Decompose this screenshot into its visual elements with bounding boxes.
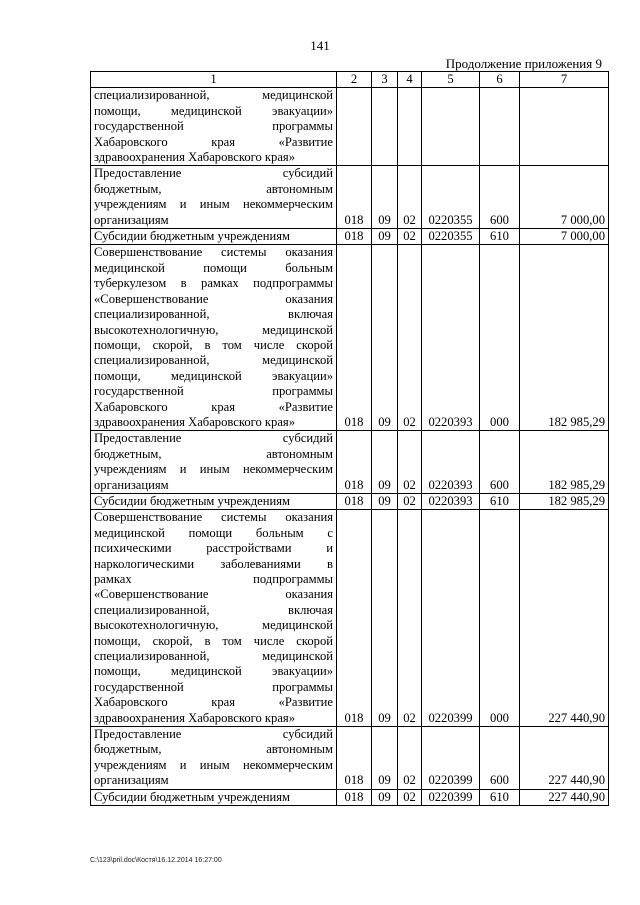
description-line: помощи, медицинской эвакуации» (94, 664, 333, 679)
page-number: 141 (310, 38, 330, 53)
row-amount: 182 985,29 (520, 493, 609, 509)
table-header-row (91, 72, 609, 88)
description-line: Совершенствование системы оказания (94, 245, 333, 260)
row-description (91, 510, 337, 727)
row-subsection-code: 02 (398, 727, 422, 790)
description-line: организациям (94, 477, 169, 492)
description-line: помощи, скорой, в том числе скорой (94, 337, 333, 352)
description-line: наркологическими заболеваниями в (94, 556, 333, 571)
row-amount (520, 88, 609, 166)
row-amount: 227 440,90 (520, 789, 609, 805)
row-expense-type: 600 (480, 431, 520, 494)
description-line: бюджетным, автономным (94, 181, 333, 196)
description-line: психическими расстройствами и (94, 541, 333, 556)
row-target-article: 0220393 (422, 493, 480, 509)
row-description (91, 727, 337, 790)
column-header-2: 2 (337, 72, 372, 88)
description-line: Субсидии бюджетным учреждениям (94, 789, 290, 804)
row-ministry-code (337, 88, 372, 166)
row-amount: 182 985,29 (520, 245, 609, 431)
description-line: учреждениям и иным некоммерческим (94, 197, 333, 212)
row-ministry-code: 018 (337, 510, 372, 727)
description-line: «Совершенствование оказания (94, 291, 333, 306)
column-header-3: 3 (372, 72, 398, 88)
row-target-article: 0220399 (422, 510, 480, 727)
row-target-article: 0220399 (422, 727, 480, 790)
table-row (91, 229, 609, 245)
description-line: Субсидии бюджетным учреждениям (94, 229, 290, 244)
description-line: медицинской помощи больным с (94, 525, 333, 540)
description-line: специализированной, включая (94, 307, 333, 322)
table-row (91, 493, 609, 509)
row-expense-type: 600 (480, 166, 520, 229)
description-line: Предоставление субсидий (94, 431, 333, 446)
description-line: помощи, скорой, в том числе скорой (94, 633, 333, 648)
description-line: Хабаровского края «Развитие (94, 695, 333, 710)
table-row (91, 727, 609, 790)
row-section-code: 09 (372, 789, 398, 805)
row-amount: 7 000,00 (520, 229, 609, 245)
row-subsection-code: 02 (398, 789, 422, 805)
description-line: бюджетным, автономным (94, 742, 333, 757)
row-section-code: 09 (372, 510, 398, 727)
row-target-article: 0220355 (422, 229, 480, 245)
budget-table (90, 71, 609, 806)
description-line: Хабаровского края «Развитие (94, 134, 333, 149)
row-ministry-code: 018 (337, 166, 372, 229)
column-header-1: 1 (91, 72, 337, 88)
description-line: специализированной, медицинской (94, 353, 333, 368)
row-ministry-code: 018 (337, 727, 372, 790)
column-header-4: 4 (398, 72, 422, 88)
row-ministry-code: 018 (337, 789, 372, 805)
row-description (91, 229, 337, 245)
description-line: специализированной, медицинской (94, 88, 333, 103)
description-line: медицинской помощи больным (94, 260, 333, 275)
description-line: помощи, медицинской эвакуации» (94, 368, 333, 383)
row-subsection-code: 02 (398, 493, 422, 509)
table-row (91, 431, 609, 494)
row-section-code: 09 (372, 431, 398, 494)
table-row (91, 166, 609, 229)
row-amount: 182 985,29 (520, 431, 609, 494)
row-ministry-code: 018 (337, 493, 372, 509)
row-target-article: 0220393 (422, 245, 480, 431)
description-line: организациям (94, 773, 169, 788)
row-expense-type: 610 (480, 789, 520, 805)
column-header-5: 5 (422, 72, 480, 88)
table-row (91, 789, 609, 805)
description-line: организациям (94, 212, 169, 227)
description-line: Предоставление субсидий (94, 166, 333, 181)
footer-file-path: C:\123\pril.doc\Костя\16.12.2014 16:27:00 (90, 857, 222, 864)
row-description (91, 789, 337, 805)
row-target-article: 0220399 (422, 789, 480, 805)
row-amount: 227 440,90 (520, 510, 609, 727)
table-body (91, 88, 609, 806)
description-line: Хабаровского края «Развитие (94, 399, 333, 414)
row-description (91, 88, 337, 166)
row-expense-type: 600 (480, 727, 520, 790)
row-section-code: 09 (372, 493, 398, 509)
description-line: здравоохранения Хабаровского края» (94, 414, 296, 429)
row-description (91, 493, 337, 509)
row-section-code: 09 (372, 245, 398, 431)
description-line: рамках подпрограммы (94, 572, 333, 586)
row-subsection-code (398, 88, 422, 166)
row-expense-type: 610 (480, 493, 520, 509)
description-line: «Совершенствование оказания (94, 587, 333, 602)
description-line: государственной программы (94, 119, 333, 134)
row-subsection-code: 02 (398, 510, 422, 727)
row-ministry-code: 018 (337, 229, 372, 245)
column-header-6: 6 (480, 72, 520, 88)
row-section-code (372, 88, 398, 166)
row-section-code: 09 (372, 166, 398, 229)
description-line: специализированной, медицинской (94, 649, 333, 664)
description-line: здравоохранения Хабаровского края» (94, 710, 296, 725)
row-expense-type (480, 88, 520, 166)
description-line: Субсидии бюджетным учреждениям (94, 493, 290, 508)
row-description (91, 166, 337, 229)
continuation-label: Продолжение приложения 9 (445, 56, 602, 71)
row-expense-type: 000 (480, 245, 520, 431)
row-description (91, 245, 337, 431)
description-line: специализированной, включая (94, 602, 333, 617)
table-row (91, 245, 609, 431)
row-target-article (422, 88, 480, 166)
description-line: высокотехнологичную, медицинской (94, 618, 333, 633)
description-line: туберкулезом в рамках подпрограммы (94, 276, 333, 291)
column-header-7: 7 (520, 72, 609, 88)
description-line: бюджетным, автономным (94, 446, 333, 461)
description-line: Совершенствование системы оказания (94, 510, 333, 525)
table-row (91, 510, 609, 727)
row-ministry-code: 018 (337, 431, 372, 494)
row-ministry-code: 018 (337, 245, 372, 431)
description-line: здравоохранения Хабаровского края» (94, 150, 296, 165)
row-subsection-code: 02 (398, 229, 422, 245)
row-subsection-code: 02 (398, 166, 422, 229)
row-subsection-code: 02 (398, 245, 422, 431)
description-line: помощи, медицинской эвакуации» (94, 103, 333, 118)
description-line: учреждениям и иным некоммерческим (94, 757, 333, 772)
table-row (91, 88, 609, 166)
row-subsection-code: 02 (398, 431, 422, 494)
row-description (91, 431, 337, 494)
row-expense-type: 610 (480, 229, 520, 245)
row-section-code: 09 (372, 229, 398, 245)
description-line: государственной программы (94, 679, 333, 694)
row-target-article: 0220393 (422, 431, 480, 494)
row-amount: 7 000,00 (520, 166, 609, 229)
row-section-code: 09 (372, 727, 398, 790)
row-expense-type: 000 (480, 510, 520, 727)
description-line: учреждениям и иным некоммерческим (94, 462, 333, 477)
row-target-article: 0220355 (422, 166, 480, 229)
description-line: Предоставление субсидий (94, 727, 333, 742)
description-line: государственной программы (94, 384, 333, 399)
row-amount: 227 440,90 (520, 727, 609, 790)
description-line: высокотехнологичную, медицинской (94, 322, 333, 337)
